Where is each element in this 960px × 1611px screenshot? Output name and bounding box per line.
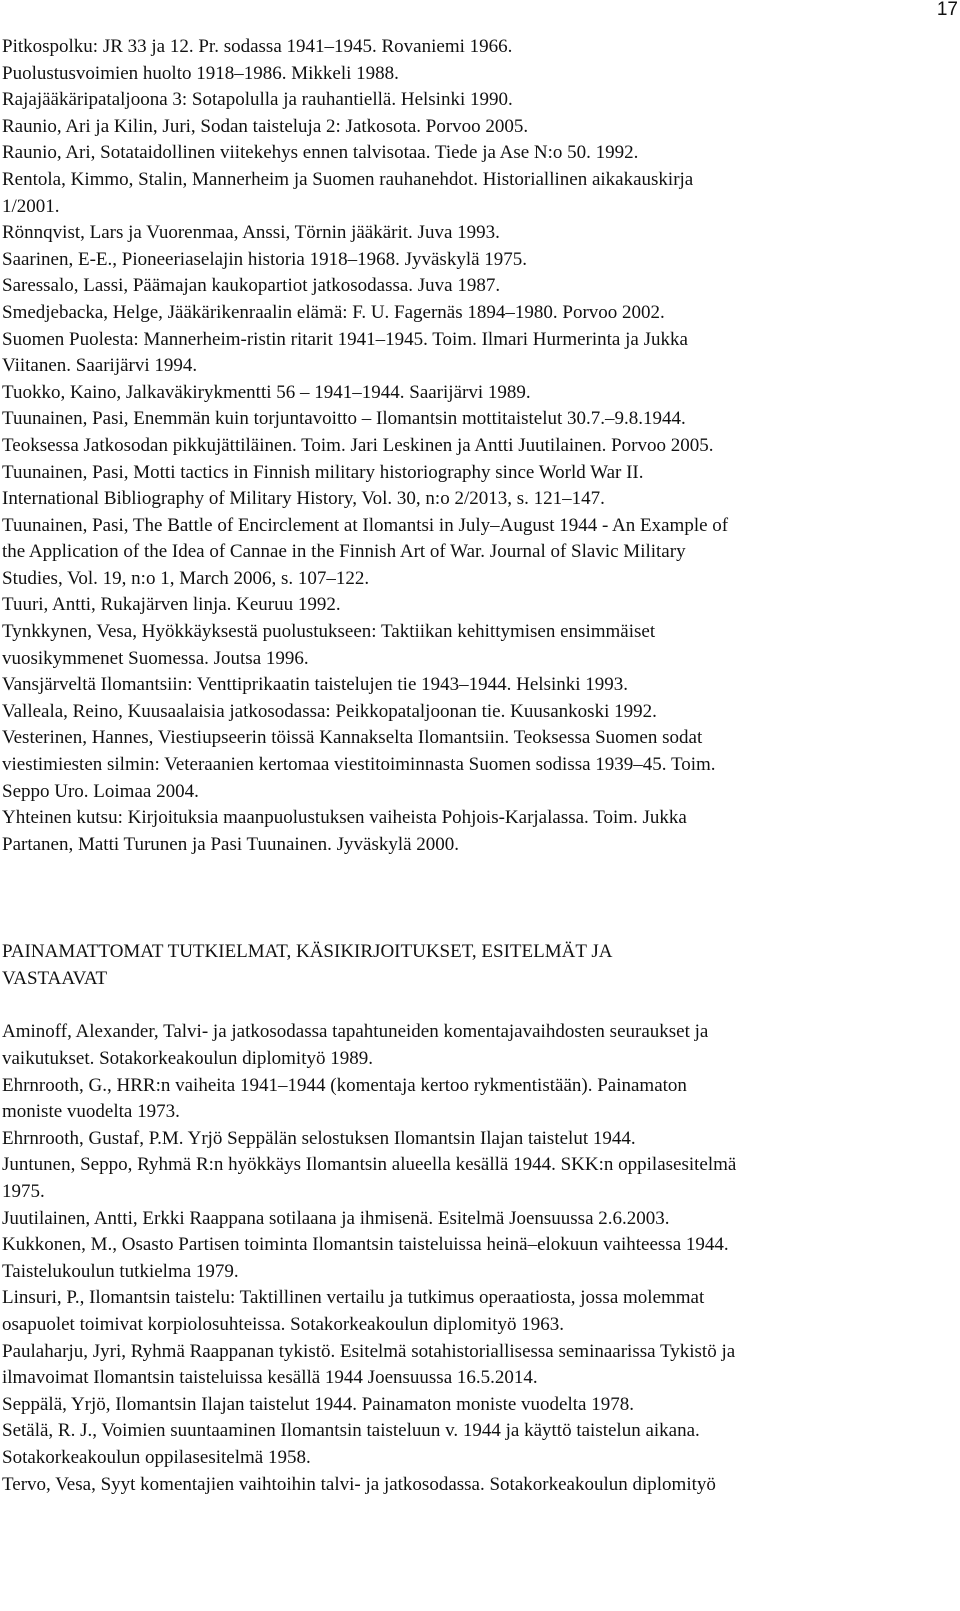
page-number: 17 xyxy=(936,0,958,20)
bibliography-line: Tynkkynen, Vesa, Hyökkäyksestä puolustukseen: Taktiikan kehittymisen ensimmäiset xyxy=(2,621,656,643)
unpublished-line: Taistelukoulun tutkielma 1979. xyxy=(2,1260,239,1282)
bibliography-list xyxy=(2,34,944,858)
unpublished-line: Paulaharju, Jyri, Ryhmä Raappanan tykistö. Esitelmä sotahistoriallisessa seminaarissa Tykistö ja xyxy=(2,1340,736,1362)
bibliography-line: Raunio, Ari, Sotataidollinen viitekehys ennen talvisotaa. Tiede ja Ase N:o 50. 1992. xyxy=(2,142,639,164)
unpublished-line: ilmavoimat Ilomantsin taisteluissa kesällä 1944 Joensuussa 16.5.2014. xyxy=(2,1367,538,1389)
unpublished-line: Kukkonen, M., Osasto Partisen toiminta Ilomantsin taisteluissa heinä–elokuun vaihteessa 1944. xyxy=(2,1234,729,1256)
bibliography-line: Tuunainen, Pasi, Motti tactics in Finnish military historiography since World War II. xyxy=(2,461,644,483)
unpublished-line: vaikutukset. Sotakorkeakoulun diplomityö 1989. xyxy=(2,1048,373,1069)
bibliography-line: Pitkospolku: JR 33 ja 12. Pr. sodassa 1941–1945. Rovaniemi 1966. xyxy=(2,36,513,57)
heading-spacer xyxy=(2,992,944,1019)
bibliography-line: vuosikymmenet Suomessa. Joutsa 1996. xyxy=(2,647,309,669)
bibliography-line: Smedjebacka, Helge, Jääkärikenraalin elämä: F. U. Fagernäs 1894–1980. Porvoo 2002. xyxy=(2,301,665,323)
unpublished-line: Sotakorkeakoulun oppilasesitelmä 1958. xyxy=(2,1446,311,1468)
bibliography-line: 1/2001. xyxy=(2,195,60,217)
bibliography-line: Tuunainen, Pasi, Enemmän kuin torjuntavoitto – Ilomantsin mottitaistelut 30.7.–9.8.1944. xyxy=(2,408,686,430)
bibliography-line: Viitanen. Saarijärvi 1994. xyxy=(2,355,198,377)
section-heading xyxy=(2,938,944,992)
unpublished-line: osapuolet toimivat korpiolosuhteissa. Sotakorkeakoulun diplomityö 1963. xyxy=(2,1313,565,1335)
bibliography-line: Partanen, Matti Turunen ja Pasi Tuunainen. Jyväskylä 2000. xyxy=(2,833,460,855)
unpublished-line: Linsuri, P., Ilomantsin taistelu: Taktillinen vertailu ja tutkimus operaatiosta, jossa molemmat xyxy=(2,1287,705,1309)
bibliography-line: Saarinen, E-E., Pioneeriaselajin historia 1918–1968. Jyväskylä 1975. xyxy=(2,248,528,270)
bibliography-line: Puolustusvoimien huolto 1918–1986. Mikkeli 1988. xyxy=(2,62,399,84)
bibliography-line: viestimiesten silmin: Veteraanien kertomaa viestitoiminnasta Suomen sodissa 1939–45. Toim. xyxy=(2,754,716,776)
page-content xyxy=(2,34,944,1498)
unpublished-line: Ehrnrooth, G., HRR:n vaiheita 1941–1944 (komentaja kertoo rykmentistään). Painamaton xyxy=(2,1074,687,1096)
bibliography-line: Tuokko, Kaino, Jalkaväkirykmentti 56 – 1941–1944. Saarijärvi 1989. xyxy=(2,381,531,403)
unpublished-line: Seppälä, Yrjö, Ilomantsin Ilajan taistelut 1944. Painamaton moniste vuodelta 1978. xyxy=(2,1393,634,1415)
unpublished-line: Setälä, R. J., Voimien suuntaaminen Ilomantsin taisteluun v. 1944 ja käyttö taistelun aikana. xyxy=(2,1420,700,1442)
bibliography-line: Vesterinen, Hannes, Viestiupseerin töissä Kannakselta Ilomantsiin. Teoksessa Suomen sodat xyxy=(2,727,703,749)
bibliography-line: Vansjärveltä Ilomantsiin: Venttiprikaatin taistelujen tie 1943–1944. Helsinki 1993. xyxy=(2,674,629,696)
bibliography-line: Tuuri, Antti, Rukajärven linja. Keuruu 1992. xyxy=(2,594,341,616)
bibliography-line: Yhteinen kutsu: Kirjoituksia maanpuolustuksen vaiheista Pohjois-Karjalassa. Toim. Jukka xyxy=(2,807,687,829)
bibliography-line: Suomen Puolesta: Mannerheim-ristin ritarit 1941–1945. Toim. Ilmari Hurmerinta ja Jukka xyxy=(2,328,688,350)
unpublished-line: Aminoff, Alexander, Talvi- ja jatkosodassa tapahtuneiden komentajavaihdosten seuraukset ja xyxy=(2,1021,709,1043)
bibliography-line: Seppo Uro. Loimaa 2004. xyxy=(2,780,199,802)
unpublished-line: Juutilainen, Antti, Erkki Raappana sotilaana ja ihmisenä. Esitelmä Joensuussa 2.6.2003. xyxy=(2,1207,670,1229)
bibliography-line: Valleala, Reino, Kuusaalaisia jatkosodassa: Peikkopataljoonan tie. Kuusankoski 1992. xyxy=(2,700,657,722)
unpublished-line: Juntunen, Seppo, Ryhmä R:n hyökkäys Ilomantsin alueella kesällä 1944. SKK:n oppilasesitelmä xyxy=(2,1154,737,1176)
unpublished-line: Ehrnrooth, Gustaf, P.M. Yrjö Seppälän selostuksen Ilomantsin Ilajan taistelut 1944. xyxy=(2,1127,636,1149)
section-spacer xyxy=(2,858,944,938)
unpublished-list xyxy=(2,1019,944,1498)
bibliography-line: Teoksessa Jatkosodan pikkujättiläinen. Toim. Jari Leskinen ja Antti Juutilainen. Porvoo 2005. xyxy=(2,434,714,456)
bibliography-line: Tuunainen, Pasi, The Battle of Encirclement at Ilomantsi in July–August 1944 - An Example of xyxy=(2,514,729,536)
section-heading-line-2: VASTAAVAT xyxy=(2,968,108,990)
bibliography-line: the Application of the Idea of Cannae in the Finnish Art of War. Journal of Slavic Military xyxy=(2,541,686,563)
bibliography-line: International Bibliography of Military History, Vol. 30, n:o 2/2013, s. 121–147. xyxy=(2,488,605,510)
bibliography-line: Rönnqvist, Lars ja Vuorenmaa, Anssi, Törnin jääkärit. Juva 1993. xyxy=(2,222,500,244)
unpublished-line: 1975. xyxy=(2,1180,45,1202)
bibliography-line: Saressalo, Lassi, Päämajan kaukopartiot jatkosodassa. Juva 1987. xyxy=(2,275,501,297)
bibliography-line: Raunio, Ari ja Kilin, Juri, Sodan taisteluja 2: Jatkosota. Porvoo 2005. xyxy=(2,115,529,137)
bibliography-line: Studies, Vol. 19, n:o 1, March 2006, s. 107–122. xyxy=(2,567,370,589)
unpublished-line: Tervo, Vesa, Syyt komentajien vaihtoihin talvi- ja jatkosodassa. Sotakorkeakoulun diplomityö xyxy=(2,1473,716,1495)
bibliography-line: Rentola, Kimmo, Stalin, Mannerheim ja Suomen rauhanehdot. Historiallinen aikakauskirja xyxy=(2,168,694,190)
section-heading-line-1: PAINAMATTOMAT TUTKIELMAT, KÄSIKIRJOITUKSET, ESITELMÄT JA xyxy=(2,941,613,963)
bibliography-line: Rajajääkäripataljoona 3: Sotapolulla ja rauhantiellä. Helsinki 1990. xyxy=(2,89,513,111)
unpublished-line: moniste vuodelta 1973. xyxy=(2,1101,180,1123)
